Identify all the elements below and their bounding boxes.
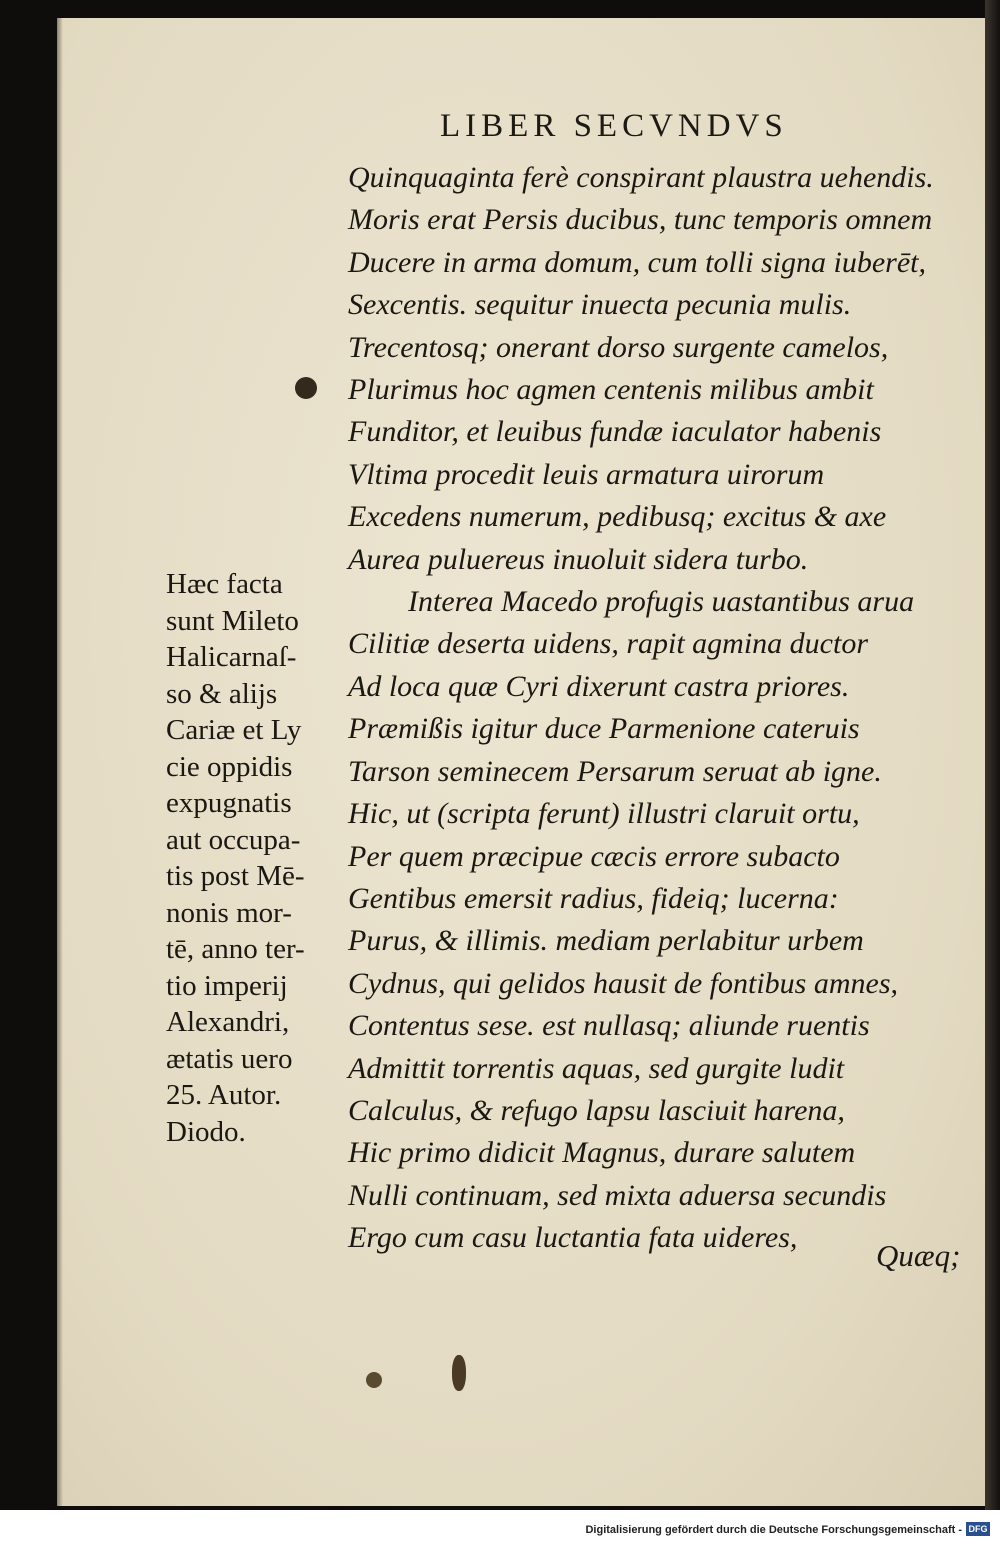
marginal-note-line: 25. Autor.	[166, 1079, 282, 1111]
verse-line: Interea Macedo profugis uastantibus arua	[408, 585, 915, 619]
marginal-note-line: sunt Mileto	[166, 604, 299, 637]
dfg-logo: DFG	[966, 1522, 990, 1536]
verse-line: Aurea puluereus inuoluit sidera turbo.	[348, 542, 809, 576]
verse-line: Ducere in arma domum, cum tolli signa iuberēt,	[348, 245, 926, 279]
verse-line: Gentibus emersit radius, fideiq; lucerna:	[348, 881, 839, 915]
marginal-note-line: Halicarnaſ-	[166, 641, 297, 673]
verse-line: Nulli continuam, sed mixta aduersa secundis	[348, 1178, 887, 1212]
verse-line: Hic primo didicit Magnus, durare salutem	[348, 1136, 856, 1170]
verse-line: Præmißis igitur duce Parmenione cateruis	[348, 712, 860, 746]
marginal-note-line: tio imperij	[166, 969, 288, 1002]
running-head: LIBER SECVNDVS	[440, 108, 788, 144]
verse-line: Quinquaginta ferè conspirant plaustra uehendis.	[348, 161, 934, 194]
verse-line: Cilitiæ deserta uidens, rapit agmina ductor	[348, 627, 869, 661]
marginal-note-line: Cariæ et Ly	[166, 714, 302, 746]
marginal-note-line: Hæc facta	[166, 568, 283, 600]
verse-line: Sexcentis. sequitur inuecta pecunia mulis.	[348, 288, 852, 322]
marginal-note-line: so & aliјs	[166, 677, 278, 710]
verse-line: Calculus, & refugo lapsu lasciuit harena,	[348, 1093, 845, 1127]
verse-line: Trecentosq; onerant dorso surgente camelos,	[348, 330, 889, 364]
verse-line: Ergo cum casu luctantia fata uideres,	[348, 1221, 798, 1255]
marginal-note-line: nonis mor-	[166, 896, 292, 929]
verse-line: Plurimus hoc agmen centenis milibus ambit	[348, 373, 874, 407]
marginal-note-line: aut occupa-	[166, 823, 301, 856]
marginal-note-line: expugnatis	[166, 787, 292, 819]
ink-smudge	[452, 1355, 466, 1391]
verse-line: Funditor, et leuibus fundæ iaculator habenis	[348, 415, 882, 449]
page-edge-shadow	[57, 18, 63, 1506]
verse-line: Tarson seminecem Persarum seruat ab igne.	[348, 754, 882, 788]
verse-line: Admittit torrentis aquas, sed gurgite ludit	[348, 1051, 845, 1085]
verse-line: Moris erat Persis ducibus, tunc temporis omnem	[348, 203, 933, 237]
marginal-note-line: cie oppidis	[166, 750, 293, 783]
marginal-note	[166, 566, 351, 1150]
marginal-note-line: Alexandri,	[166, 1006, 290, 1038]
verse-line: Purus, & illimis. mediam perlabitur urbem	[348, 924, 864, 958]
verse-line: Contentus sese. est nullasq; aliunde ruentis	[348, 1009, 870, 1043]
funding-credit: Digitalisierung gefördert durch die Deutsche Forschungsgemeinschaft -	[585, 1524, 962, 1536]
verse-line: Ad loca quæ Cyri dixerunt castra priores.	[348, 669, 850, 703]
verse-line: Per quem præcipue cæcis errore subacto	[348, 839, 840, 873]
stain-dot	[366, 1372, 382, 1388]
marginal-note-line: Diodo.	[166, 1115, 246, 1148]
marginal-note-line: tis post Mē-	[166, 860, 305, 892]
verse-line: Vltima procedit leuis armatura uirorum	[348, 457, 825, 491]
book-spine	[985, 0, 1000, 1510]
marginal-note-line: ætatis uero	[166, 1042, 293, 1075]
margin-dot-mark	[295, 377, 317, 399]
verse-line: Excedens numerum, pedibusq; excitus & axe	[348, 500, 887, 534]
marginal-note-line: tē, anno ter-	[166, 933, 305, 965]
verse-text	[348, 157, 968, 1260]
catchword: Quæq;	[876, 1238, 961, 1273]
verse-line: Hic, ut (scripta ferunt) illustri claruit ortu,	[348, 797, 860, 831]
verse-line: Cydnus, qui gelidos hausit de fontibus amnes,	[348, 966, 898, 1000]
